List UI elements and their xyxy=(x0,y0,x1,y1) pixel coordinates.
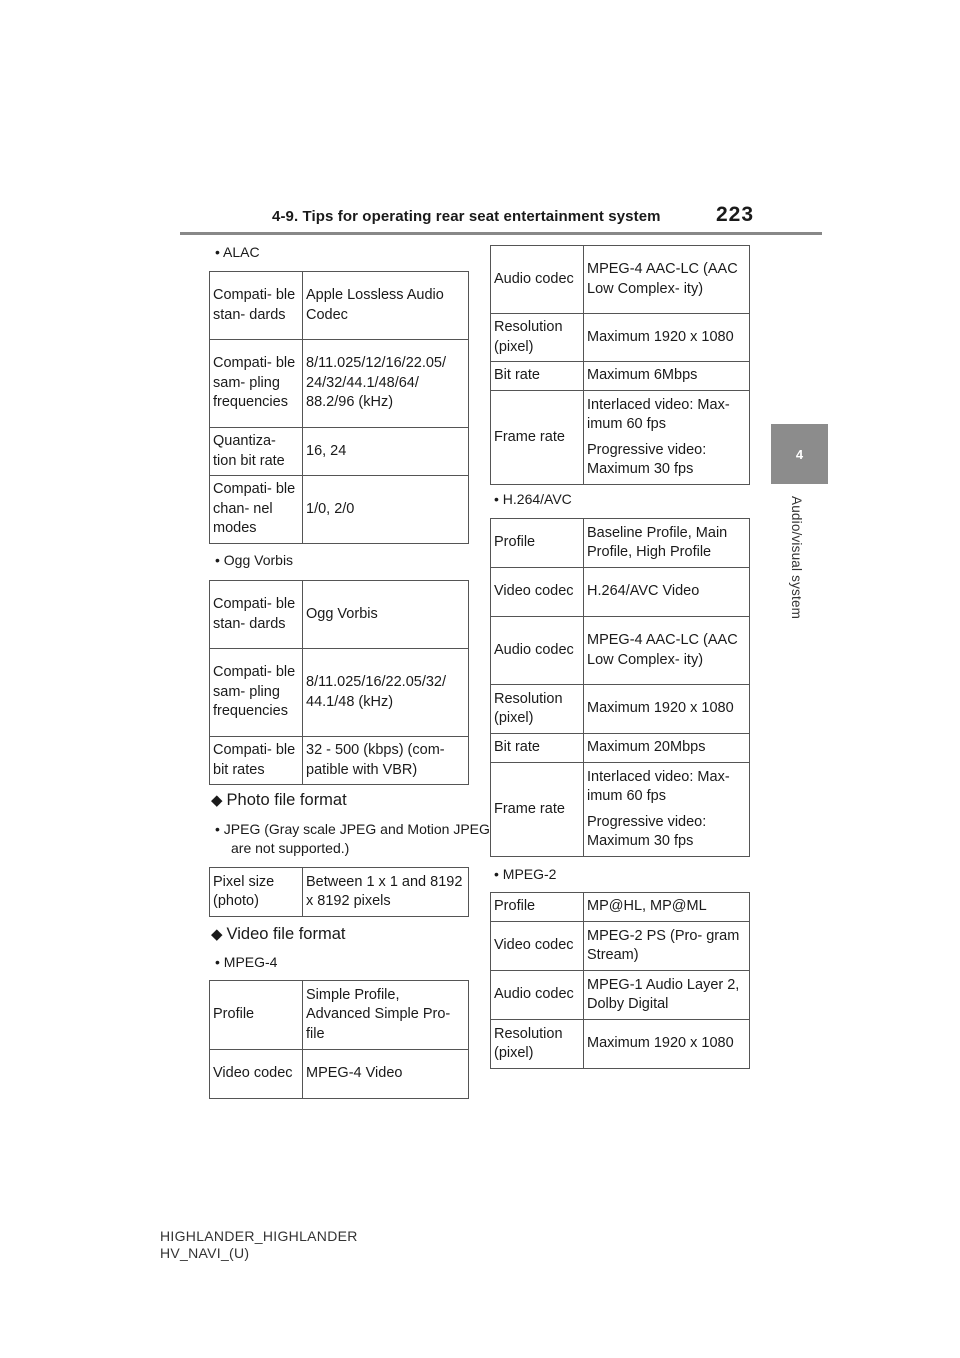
table-row xyxy=(491,1020,750,1069)
row-value: MPEG-4 AAC-LC (AAC Low Complex- ity) xyxy=(584,617,750,685)
document-code-line-1: HIGHLANDER_HIGHLANDER xyxy=(160,1228,358,1244)
mpeg4-table-continued xyxy=(490,245,750,485)
chapter-tab xyxy=(771,424,828,484)
section-title: 4-9. Tips for operating rear seat entertainment system xyxy=(272,208,661,225)
row-label: Pixel size (photo) xyxy=(210,868,303,917)
h264-bullet: • H.264/AVC xyxy=(494,491,572,507)
row-label: Frame rate xyxy=(491,391,584,485)
row-label: Profile xyxy=(491,519,584,568)
photo-table xyxy=(209,867,469,917)
chapter-title: Audio/visual system xyxy=(789,496,804,620)
progressive-value: Progressive video: Maximum 30 fps xyxy=(587,441,707,477)
table-row xyxy=(491,391,750,485)
row-label: Video codec xyxy=(491,568,584,617)
row-label: Audio codec xyxy=(491,246,584,314)
table-row xyxy=(210,737,469,785)
table-row xyxy=(491,568,750,617)
row-label: Compati- ble chan- nel modes xyxy=(210,476,303,544)
table-row xyxy=(491,763,750,857)
row-value: 32 - 500 (kbps) (com- patible with VBR) xyxy=(303,737,469,785)
row-label: Bit rate xyxy=(491,362,584,391)
row-value: Maximum 1920 x 1080 xyxy=(584,314,750,362)
row-value: MPEG-1 Audio Layer 2, Dolby Digital xyxy=(584,971,750,1020)
photo-heading-text: Photo file format xyxy=(226,791,347,809)
table-row xyxy=(491,519,750,568)
table-row xyxy=(491,971,750,1020)
row-label: Compati- ble bit rates xyxy=(210,737,303,785)
row-value xyxy=(584,763,750,857)
table-row xyxy=(210,272,469,340)
row-value: 16, 24 xyxy=(303,428,469,476)
row-label: Quantiza- tion bit rate xyxy=(210,428,303,476)
table-row xyxy=(491,922,750,971)
row-value: MPEG-4 Video xyxy=(303,1050,469,1099)
video-heading-text: Video file format xyxy=(226,925,346,943)
row-label: Compati- ble sam- pling frequencies xyxy=(210,340,303,428)
row-label: Audio codec xyxy=(491,971,584,1020)
mpeg2-bullet: • MPEG-2 xyxy=(494,866,557,882)
row-value: Maximum 1920 x 1080 xyxy=(584,1020,750,1069)
interlaced-value: Interlaced video: Max- imum 60 fps xyxy=(587,396,730,432)
table-row xyxy=(491,314,750,362)
header-rule xyxy=(180,232,822,235)
table-row xyxy=(210,476,469,544)
table-row xyxy=(210,1050,469,1099)
diamond-bullet-icon: ◆ xyxy=(211,792,223,809)
interlaced-value: Interlaced video: Max- imum 60 fps xyxy=(587,768,730,804)
row-value: Ogg Vorbis xyxy=(303,581,469,649)
row-label: Resolution (pixel) xyxy=(491,1020,584,1069)
table-row xyxy=(210,340,469,428)
table-row xyxy=(491,734,750,763)
row-value: 1/0, 2/0 xyxy=(303,476,469,544)
row-value xyxy=(584,391,750,485)
row-value: MPEG-2 PS (Pro- gram Stream) xyxy=(584,922,750,971)
mpeg4-bullet: • MPEG-4 xyxy=(215,954,278,970)
row-label: Frame rate xyxy=(491,763,584,857)
table-row xyxy=(491,893,750,922)
table-row xyxy=(210,649,469,737)
table-row xyxy=(210,981,469,1050)
mpeg2-table xyxy=(490,892,750,1069)
jpeg-bullet: • JPEG (Gray scale JPEG and Motion JPEG are not supported.) xyxy=(215,821,490,856)
table-row xyxy=(210,428,469,476)
ogg-bullet: • Ogg Vorbis xyxy=(215,552,294,568)
ogg-table xyxy=(209,580,469,785)
alac-table xyxy=(209,271,469,544)
row-label: Profile xyxy=(210,981,303,1050)
table-row xyxy=(210,868,469,917)
row-value: 8/11.025/16/22.05/32/ 44.1/48 (kHz) xyxy=(303,649,469,737)
row-label: Audio codec xyxy=(491,617,584,685)
progressive-value: Progressive video: Maximum 30 fps xyxy=(587,813,707,849)
row-label: Compati- ble sam- pling frequencies xyxy=(210,649,303,737)
alac-bullet: • ALAC xyxy=(215,244,260,260)
row-value: Simple Profile, Advanced Simple Pro- file xyxy=(303,981,469,1050)
document-code-line-2: HV_NAVI_(U) xyxy=(160,1245,250,1261)
h264-table xyxy=(490,518,750,857)
row-value: Maximum 1920 x 1080 xyxy=(584,685,750,734)
row-label: Video codec xyxy=(491,922,584,971)
table-row xyxy=(491,246,750,314)
table-row xyxy=(210,581,469,649)
row-value: Between 1 x 1 and 8192 x 8192 pixels xyxy=(303,868,469,917)
row-label: Compati- ble stan- dards xyxy=(210,581,303,649)
table-row xyxy=(491,685,750,734)
row-value: Apple Lossless Audio Codec xyxy=(303,272,469,340)
row-value: Maximum 20Mbps xyxy=(584,734,750,763)
row-label: Resolution (pixel) xyxy=(491,314,584,362)
mpeg4-table xyxy=(209,980,469,1099)
page-number: 223 xyxy=(716,203,755,226)
table-row xyxy=(491,362,750,391)
table-row xyxy=(491,617,750,685)
row-label: Video codec xyxy=(210,1050,303,1099)
row-label: Bit rate xyxy=(491,734,584,763)
row-value: MPEG-4 AAC-LC (AAC Low Complex- ity) xyxy=(584,246,750,314)
row-value: 8/11.025/12/16/22.05/ 24/32/44.1/48/64/ 88.2/96 (kHz) xyxy=(303,340,469,428)
row-value: MP@HL, MP@ML xyxy=(584,893,750,922)
row-label: Profile xyxy=(491,893,584,922)
photo-heading xyxy=(211,791,347,810)
row-label: Resolution (pixel) xyxy=(491,685,584,734)
document-code xyxy=(160,1228,358,1262)
video-heading xyxy=(211,925,345,944)
row-label: Compati- ble stan- dards xyxy=(210,272,303,340)
chapter-number: 4 xyxy=(795,446,804,462)
diamond-bullet-icon: ◆ xyxy=(211,926,223,943)
row-value: Baseline Profile, Main Profile, High Profile xyxy=(584,519,750,568)
row-value: Maximum 6Mbps xyxy=(584,362,750,391)
row-value: H.264/AVC Video xyxy=(584,568,750,617)
